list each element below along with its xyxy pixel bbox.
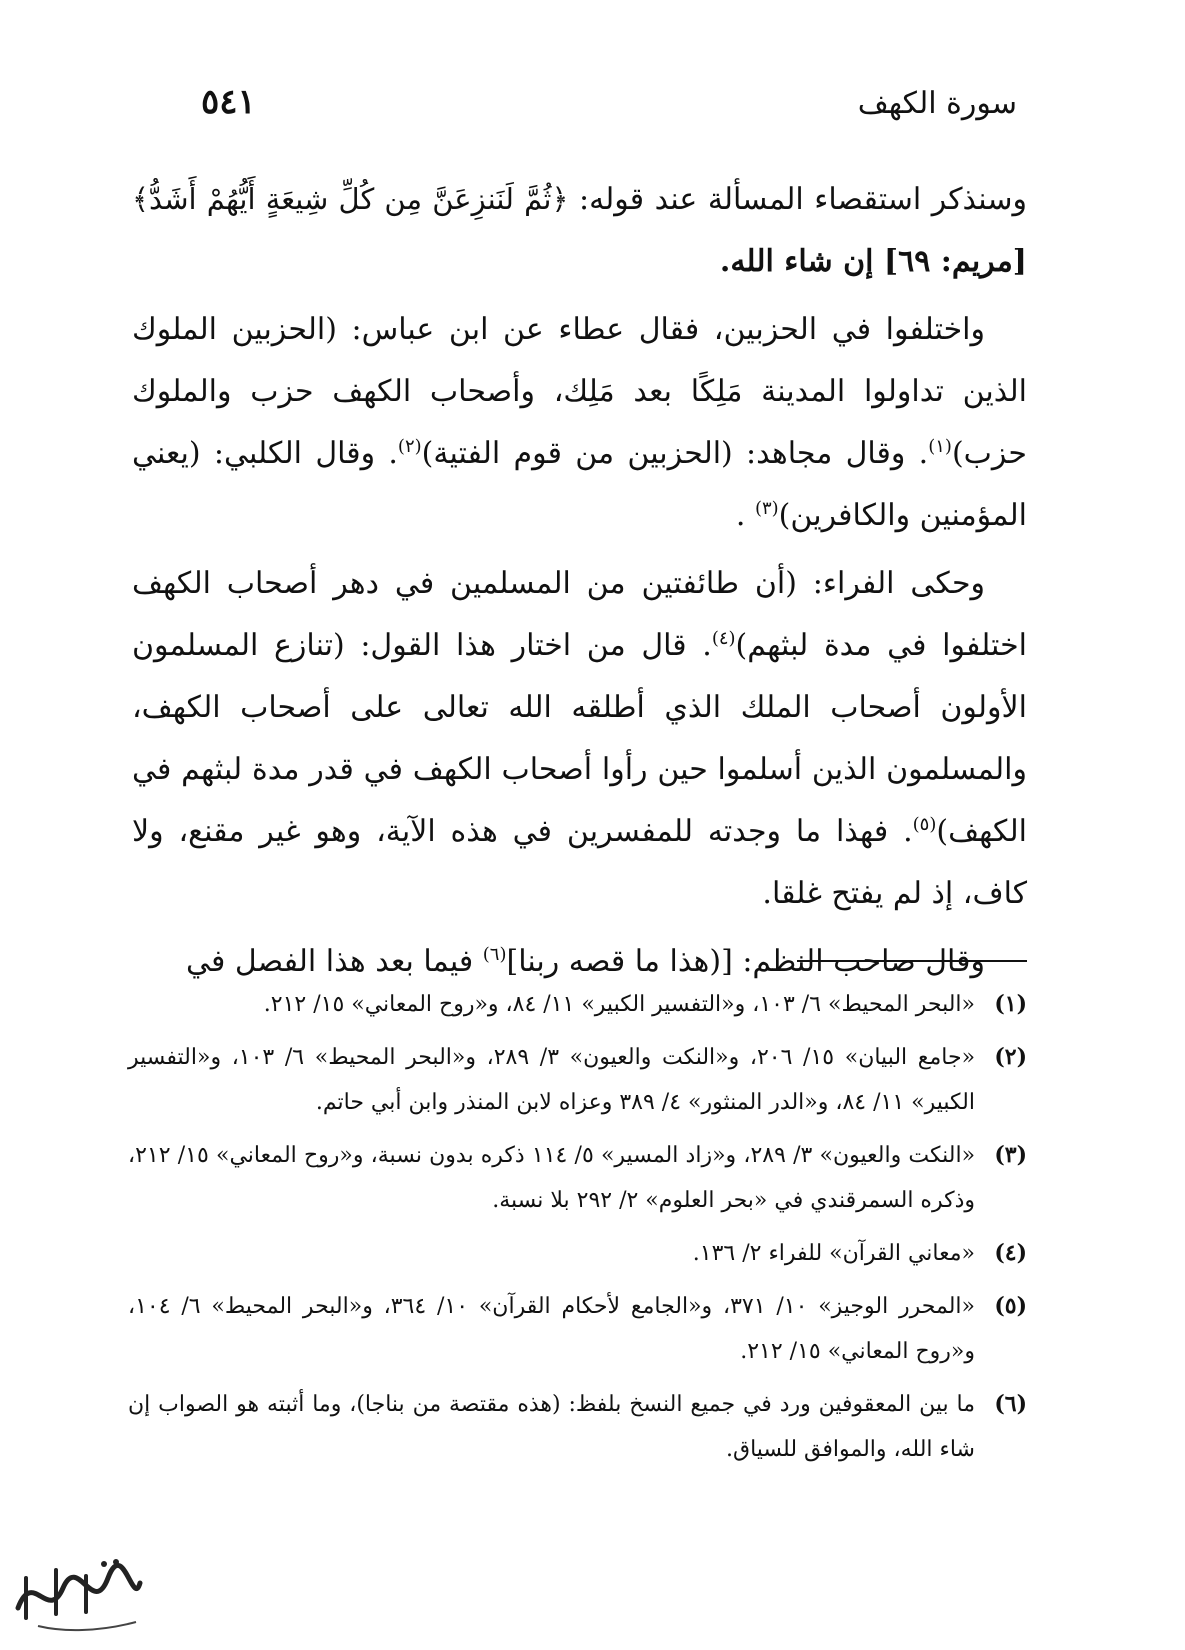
footnotes (128, 982, 1027, 1480)
paragraph-1 (132, 168, 1027, 293)
footnote-6 (128, 1382, 1027, 1472)
paragraph-1-text: وسنذكر استقصاء المسألة عند قوله: (568, 182, 1027, 217)
footnote-ref-4: (٤) (711, 628, 736, 649)
paragraph-2-text-c: . وقال الكلبي: (يعني المؤمنين والكافرين) (132, 436, 1027, 533)
footnote-ref-3: (٣) (754, 498, 779, 519)
footnote-number: (٣) (994, 1142, 1027, 1168)
paragraph-3 (132, 553, 1027, 925)
footnote-ref-1: (١) (928, 436, 952, 457)
publisher-logo (8, 1548, 148, 1638)
footnote-text: «النكت والعيون» ٣/ ٢٨٩، و«زاد المسير» ٥/ ١١٤ ذكره بدون نسبة، و«روح المعاني» ١٥/ ٢١٢، وذكره السمرقندي في «بحر العلوم» ٢/ ٢٩٢ بلا نسبة. (128, 1143, 976, 1213)
paragraph-4-text-a: وقال صاحب النظم: [(هذا ما قصه ربنا] (506, 944, 985, 979)
footnote-text: «البحر المحيط» ٦/ ١٠٣، و«التفسير الكبير» ١١/ ٨٤، و«روح المعاني» ١٥/ ٢١٢. (263, 992, 975, 1017)
main-text (132, 168, 1027, 999)
paragraph-2 (132, 299, 1027, 547)
footnote-number: (٢) (994, 1044, 1027, 1070)
footnote-ref-5: (٥) (912, 814, 937, 835)
verse-reference: [مريم: ٦٩] إن شاء الله. (719, 244, 1027, 279)
paragraph-2-text-d: . (735, 498, 755, 533)
paragraph-3-text-a: وحكى الفراء: (أن طائفتين من المسلمين في دهر أصحاب الكهف اختلفوا في مدة لبثهم) (132, 566, 1027, 663)
paragraph-2-text-b: . وقال مجاهد: (الحزبين من قوم الفتية) (421, 436, 929, 471)
footnote-number: (٦) (994, 1391, 1027, 1417)
footnote-4 (128, 1231, 1027, 1276)
footnote-ref-6: (٦) (482, 944, 507, 965)
paragraph-4-text-b: فيما بعد هذا الفصل في (185, 944, 483, 979)
footnote-text: «معاني القرآن» للفراء ٢/ ١٣٦. (692, 1241, 975, 1266)
footnote-1 (128, 982, 1027, 1027)
footnote-5 (128, 1284, 1027, 1374)
footnote-number: (٥) (994, 1293, 1027, 1319)
page-header (195, 82, 1017, 132)
page-number: ٥٤١ (201, 82, 256, 122)
footnote-text: ما بين المعقوفين ورد في جميع النسخ بلفظ: (هذه مقتصة من بناجا)، وما أثبته هو الصواب إن شاء الله، والموافق للسياق. (128, 1392, 975, 1462)
footnote-2 (128, 1035, 1027, 1125)
footnote-number: (١) (994, 991, 1027, 1017)
footnote-text: «المحرر الوجيز» ١٠/ ٣٧١، و«الجامع لأحكام القرآن» ١٠/ ٣٦٤، و«البحر المحيط» ٦/ ١٠٤، و«روح المعاني» ١٥/ ٢١٢. (128, 1294, 975, 1364)
footnote-divider (797, 960, 1027, 962)
footnote-ref-2: (٢) (397, 436, 422, 457)
quran-verse: ﴿ثُمَّ لَنَنزِعَنَّ مِن كُلِّ شِيعَةٍ أَيُّهُمْ أَشَدُّ﴾ (132, 182, 569, 216)
paragraph-3-text-b: . قال من اختار هذا القول: (تنازع المسلمون الأولون أصحاب الملك الذي أطلقه الله تعالى على أصحاب الكهف، والمسلمون الذين أسلموا حين رأوا أصحاب الكهف في قدر مدة لبثهم في الكهف) (132, 628, 1027, 849)
footnote-text: «جامع البيان» ١٥/ ٢٠٦، و«النكت والعيون» ٣/ ٢٨٩، و«البحر المحيط» ٦/ ١٠٣، و«التفسير الكبير» ١١/ ٨٤، و«الدر المنثور» ٤/ ٣٨٩ وعزاه لابن المنذر وابن أبي حاتم. (128, 1045, 976, 1115)
paragraph-3-text-c: . فهذا ما وجدته للمفسرين في هذه الآية، وهو غير مقنع، ولا كاف، إذ لم يفتح غلقا. (132, 814, 1027, 911)
footnote-number: (٤) (994, 1240, 1027, 1266)
footnote-3 (128, 1133, 1027, 1223)
surah-title: سورة الكهف (857, 86, 1017, 121)
paragraph-2-text-a: واختلفوا في الحزبين، فقال عطاء عن ابن عباس: (الحزبين الملوك الذين تداولوا المدينة مَلِكًا بعد مَلِك، وأصحاب الكهف حزب والملوك حزب) (132, 312, 1027, 471)
